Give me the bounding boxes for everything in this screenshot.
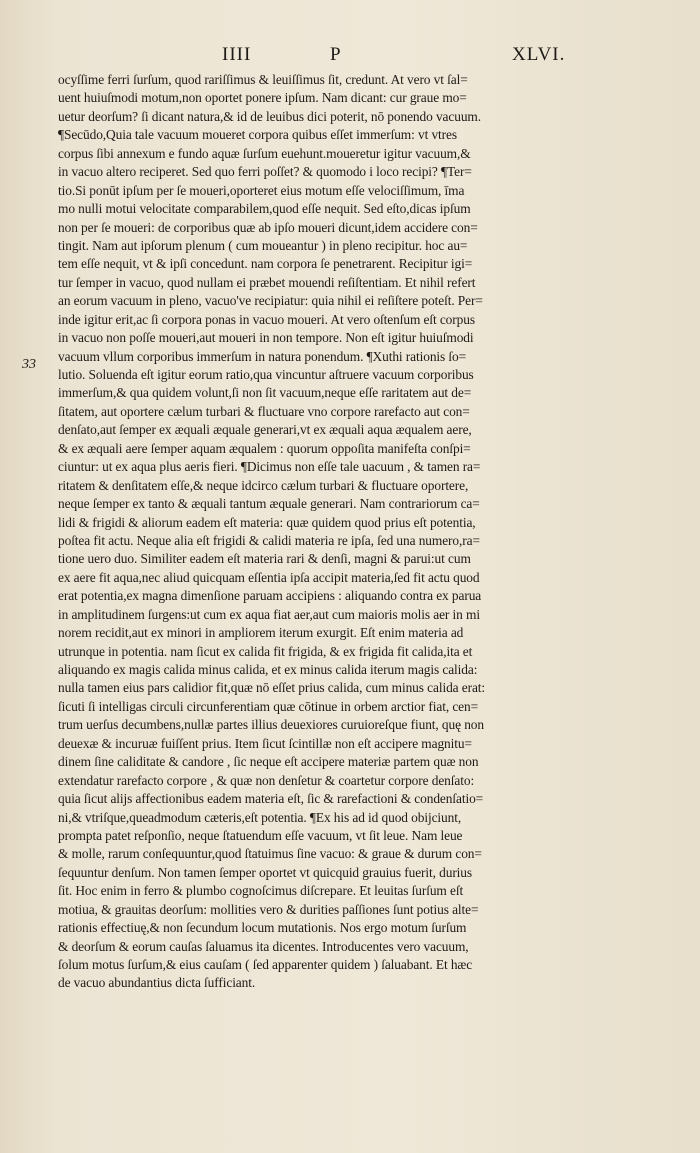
signature-mark: IIII	[222, 44, 252, 65]
text-line: erat potentia,ex magna dimenſione paruam accipiens : aliquando contra ex parua	[58, 588, 482, 604]
text-line: ſitatem, aut oportere cælum turbari & fluctuare vno corpore rarefacto aut con=	[58, 403, 470, 419]
text-line: in vacuo non poſſe moueri,aut moueri in non tempore. Non eſt igitur huiuſmodi	[58, 330, 474, 346]
text-line: motiua, & grauitas deorſum: mollities vero & durities paſſiones ſunt potius alte=	[58, 901, 479, 917]
text-line: lutio. Soluenda eſt igitur eorum ratio,qua vincuntur aſtruere vacuum corporibus	[58, 367, 474, 382]
running-head	[0, 44, 700, 74]
text-line: prompta patet reſponſio, neque ſtatuendum eſſe vacuum, vt ſit leue. Nam leue	[58, 827, 463, 843]
text-line: ni,& vtriſque,queadmodum cæteris,eſt potentia. ¶Ex his ad id quod obijciunt,	[58, 809, 462, 825]
text-line: in vacuo altero reciperet. Sed quo ferri poſſet? & quomodo i loco recipi? ¶Ter=	[58, 164, 472, 180]
text-line: dinem ſine caliditate & candore , ſic neque eſt accipere materiæ partem quæ non	[58, 754, 479, 770]
text-line: & ex æquali aere ſemper aquam æqualem : quorum oppoſita manifeſta conſpi=	[58, 440, 471, 456]
text-line: tur ſemper in vacuo, quod nullam ei præbet mouendi reſiſtentiam. Et nihil refert	[58, 274, 476, 290]
text-line: utrunque in potentia. nam ſicut ex calida fit frigida, & ex frigida fit calida,ita et	[58, 643, 473, 659]
text-line: neque ſemper ex tanto & æquali tantum æquale generari. Nam contrariorum ca=	[58, 496, 480, 512]
text-line: tione uero duo. Similiter eadem eſt materia rari & denſi, magni & parui:ut cum	[58, 551, 471, 567]
text-line: uetur deorſum? ſi dicant natura,& id de leuibus dici poterit, nō ponendo vacuum.	[58, 108, 481, 124]
text-line: vacuum vllum corporibus immerſum in natura ponendum. ¶Xuthi rationis ſo=	[58, 348, 467, 364]
text-line: ocyſſime ferri ſurſum, quod rariſſimus & leuiſſimus ſit, credunt. At vero vt ſal=	[58, 72, 468, 87]
text-line: ex aere fit aqua,nec aliud quicquam eſſentia ipſa accipit materia,ſed fit actu quod	[58, 569, 480, 585]
text-line: ſequuntur denſum. Non tamen ſemper oportet vt quicquid grauius fuerit, durius	[58, 864, 473, 880]
text-line: norem recidit,aut ex minori in ampliorem iterum exurgit. Eſt enim materia ad	[58, 625, 464, 641]
text-line: poſtea fit actu. Neque alia eſt frigidi & calidi materia re ipſa, ſed una numero,ra=	[58, 532, 480, 548]
text-line: mo nulli motui velocitate comparabilem,quod eſſe nequit. Sed eſto,dicas ipſum	[58, 201, 471, 217]
text-line: trum uerſus decumbens,nullæ partes illius deuexiores curuioreſque fiunt, quę non	[58, 717, 484, 733]
section-letter: P	[330, 44, 341, 65]
text-line: ſolum motus ſurſum,& eius cauſam ( ſed apparenter quidem ) ſaluabant. Et hæc	[58, 957, 473, 972]
text-line: extendatur rarefacto corpore , & quæ non denſetur & coartetur corpore denſato:	[58, 772, 475, 788]
text-line: ſit. Hoc enim in ferro & plumbo cognoſcimus diſcrepare. Et leuitas ſurſum eſt	[58, 883, 464, 899]
text-line: tem eſſe nequit, vt & ipſi concedunt. nam corpora ſe penetrarent. Recipitur igi=	[58, 256, 473, 272]
text-line: nulla tamen eius pars calidior fit,quæ nō eſſet prius calida, cum minus calida erat:	[58, 680, 486, 696]
text-line: tio.Si ponūt ipſum per ſe moueri,oporteret eius motum eſſe velociſſimum, īma	[58, 182, 465, 198]
margin-note: 33	[22, 357, 36, 372]
text-body	[58, 71, 588, 993]
text-line: immerſum,& qua quidem volunt,ſi non ſit vacuum,neque eſſe raritatem aut de=	[58, 385, 472, 401]
text-line: non per ſe moueri: de corporibus quæ ab ipſo moueri dicunt,idem accidere con=	[58, 219, 478, 235]
text-line: tingit. Nam aut ipſorum plenum ( cum moueantur ) in pleno recipitur. hoc au=	[58, 237, 468, 253]
text-line: aliquando ex magis calida minus calida, et ex minus calida iterum magis calida:	[58, 662, 478, 677]
text-line: ſicuti ſi intelligas circuli circunferentiam quæ cōtinue in orbem arctior fiat, cen=	[58, 698, 479, 714]
text-line: deuexæ & incuruæ fuiſſent prius. Item ſicut ſcintillæ non eſt accipere magnitu=	[58, 735, 472, 751]
folio-number: XLVI.	[512, 44, 566, 65]
text-line: ritatem & denſitatem eſſe,& neque idcirco cælum turbari & fluctuare oportere,	[58, 477, 469, 493]
text-line: ciuntur: ut ex aqua plus aeris fieri. ¶Dicimus non eſſe tale uacuum , & tamen ra=	[58, 459, 481, 475]
text-line: corpus ſibi annexum e fundo aquæ ſurſum euehunt.moueretur igitur vacuum,&	[58, 145, 471, 161]
text-line: denſato,aut ſemper ex æquali æquale generari,vt ex æquali aqua æqualem aere,	[58, 422, 472, 438]
text-line: uent huiuſmodi motum,non oportet ponere ipſum. Nam dicant: cur graue mo=	[58, 90, 467, 106]
text-line: lidi & frigidi & aliorum eadem eſt materia: quæ quidem quod prius eſt potentia,	[58, 514, 476, 530]
text-line: & deorſum & eorum cauſas ſaluamus ita dicentes. Introducentes vero vacuum,	[58, 938, 469, 954]
text-line: in amplitudinem ſurgens:ut cum ex aqua fiat aer,aut cum maioris molis aer in mi	[58, 606, 480, 622]
text-line: an eorum vacuum in pleno, vacuo've recipiatur: quia nihil ei reſiſtere poteſt. Per=	[58, 293, 483, 309]
text-line: ¶Secūdo,Quia tale vacuum moueret corpora quibus eſſet immerſum: vt vtres	[58, 127, 457, 143]
text-line: quia ſicut alijs affectionibus eadem materia eſt, ſic & rarefactioni & condenſatio=	[58, 791, 484, 807]
text-line: & molle, rarum conſequuntur,quod ſtatuimus ſine vacuo: & graue & durum con=	[58, 846, 482, 862]
text-line: rationis effectiuę,& non ſecundum locum mutationis. Nos ergo motum ſurſum	[58, 920, 467, 936]
text-line: inde igitur erit,ac ſi corpora ponas in vacuo moueri. At vero oſtenſum eſt corpus	[58, 311, 475, 327]
text-line: de vacuo abundantius dicta ſufficiant.	[58, 975, 256, 991]
